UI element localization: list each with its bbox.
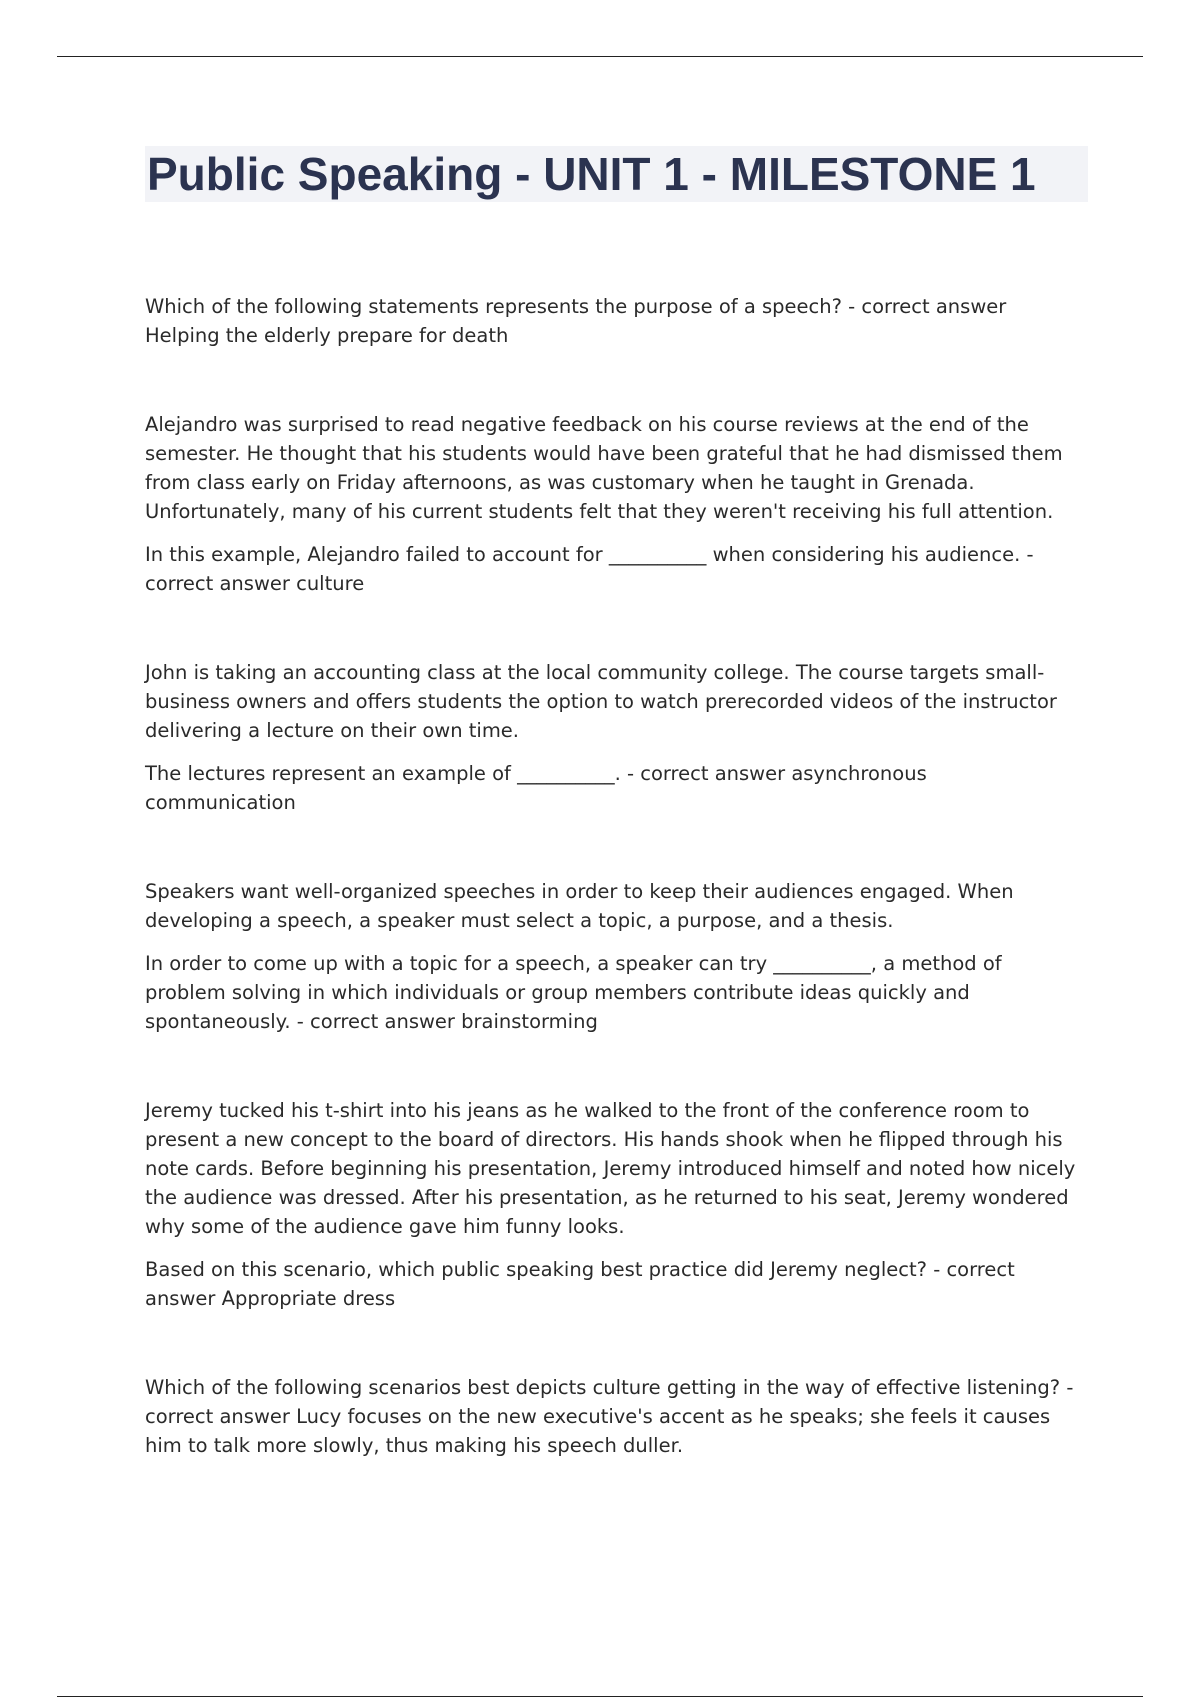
scenario-text: Jeremy tucked his t-shirt into his jeans as he walked to the front of the conference room to present a new concept to the board of directors. His hands shook when he flipped through his note cards. Before beginning his presentation, Jeremy introduced himself and noted how nicely the audience was dressed. After his presentation, as he returned to his seat, Jeremy wondered why some of the audience gave him funny looks. [145,1099,1076,1238]
page-title: Public Speaking - UNIT 1 - MILESTONE 1 [147,148,1036,200]
qa-item [145,410,1080,598]
qa-list [145,292,1080,1520]
qa-item [145,1096,1080,1313]
qa-item [145,877,1080,1036]
question-answer-text: In order to come up with a topic for a speech, a speaker can try __________, a method of problem solving in which individuals or group members contribute ideas quickly and spontaneously. - correct answer brainstorming [145,952,1002,1033]
scenario-text: Alejandro was surprised to read negative feedback on his course reviews at the end of the semester. He thought that his students would have been grateful that he had dismissed them from class early on Friday afternoons, as was customary when he taught in Grenada. Unfortunately, many of his current students felt that they weren't receiving his full attention. [145,413,1063,523]
top-divider [57,56,1143,57]
bottom-divider [57,1696,1143,1697]
qa-item [145,1373,1080,1460]
title-banner [145,146,1088,202]
qa-item [145,292,1080,350]
scenario-text: Speakers want well-organized speeches in order to keep their audiences engaged. When developing a speech, a speaker must select a topic, a purpose, and a thesis. [145,880,1014,932]
question-answer-text: In this example, Alejandro failed to account for __________ when considering his audience. - correct answer culture [145,543,1034,595]
question-answer-text: Which of the following scenarios best depicts culture getting in the way of effective listening? - correct answer Lucy focuses on the new executive's accent as he speaks; she feels it causes him to talk more slowly, thus making his speech duller. [145,1376,1074,1457]
question-answer-text: Based on this scenario, which public speaking best practice did Jeremy neglect? - correct answer Appropriate dress [145,1258,1015,1310]
qa-item [145,658,1080,817]
question-answer-text: The lectures represent an example of __________. - correct answer asynchronous communication [145,762,927,814]
question-answer-text: Which of the following statements represents the purpose of a speech? - correct answer Helping the elderly prepare for death [145,295,1007,347]
scenario-text: John is taking an accounting class at the local community college. The course targets small-business owners and offers students the option to watch prerecorded videos of the instructor delivering a lecture on their own time. [145,661,1057,742]
